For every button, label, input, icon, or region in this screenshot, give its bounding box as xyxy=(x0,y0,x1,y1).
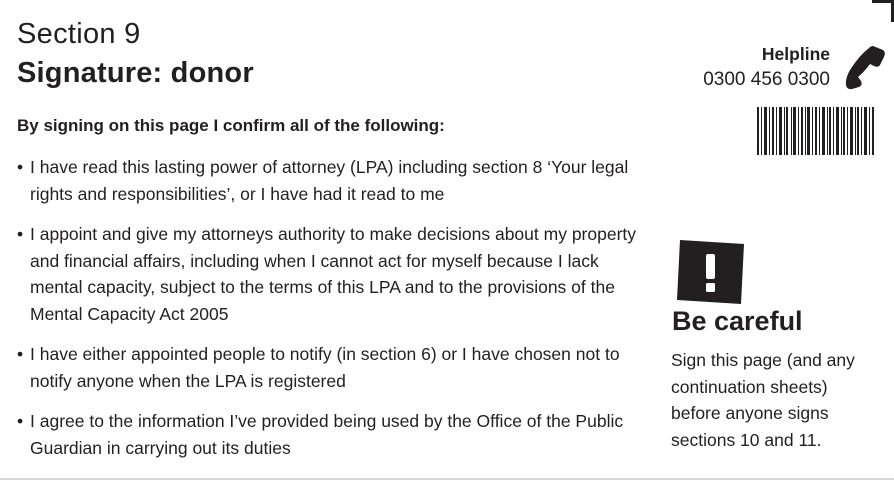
list-item: • I have either appointed people to notify (in section 6) or I have chosen not to notify anyone when the LPA is registered xyxy=(17,341,642,394)
helpline-number: 0300 456 0300 xyxy=(703,69,830,90)
helpline-label: Helpline xyxy=(761,44,830,64)
list-item: • I have read this lasting power of attorney (LPA) including section 8 ‘Your legal rights and responsibilities’, or I have had it read to me xyxy=(17,154,642,207)
intro-statement: By signing on this page I confirm all of the following: xyxy=(17,116,445,135)
divider xyxy=(0,478,894,480)
section-number: Section 9 xyxy=(17,18,141,50)
corner-crop-mark xyxy=(872,0,894,22)
warning-text: Sign this page (and any continuation sheets) before anyone signs sections 10 and 11. xyxy=(671,350,855,450)
list-item: • I appoint and give my attorneys authority to make decisions about my property and financial affairs, including when I cannot act for myself because I lack mental capacity, subject to the terms of this LPA and to the provisions of the Mental Capacity Act 2005 xyxy=(17,221,642,327)
barcode xyxy=(757,107,875,155)
warning-title: Be careful xyxy=(672,306,803,336)
phone-icon xyxy=(843,44,887,90)
helpline xyxy=(703,42,830,94)
list-item: • I agree to the information I’ve provided being used by the Office of the Public Guardian in carrying out its duties xyxy=(17,408,642,461)
confirmation-list xyxy=(17,154,642,475)
section-title: Signature: donor xyxy=(17,57,254,89)
exclamation-icon xyxy=(677,240,745,304)
